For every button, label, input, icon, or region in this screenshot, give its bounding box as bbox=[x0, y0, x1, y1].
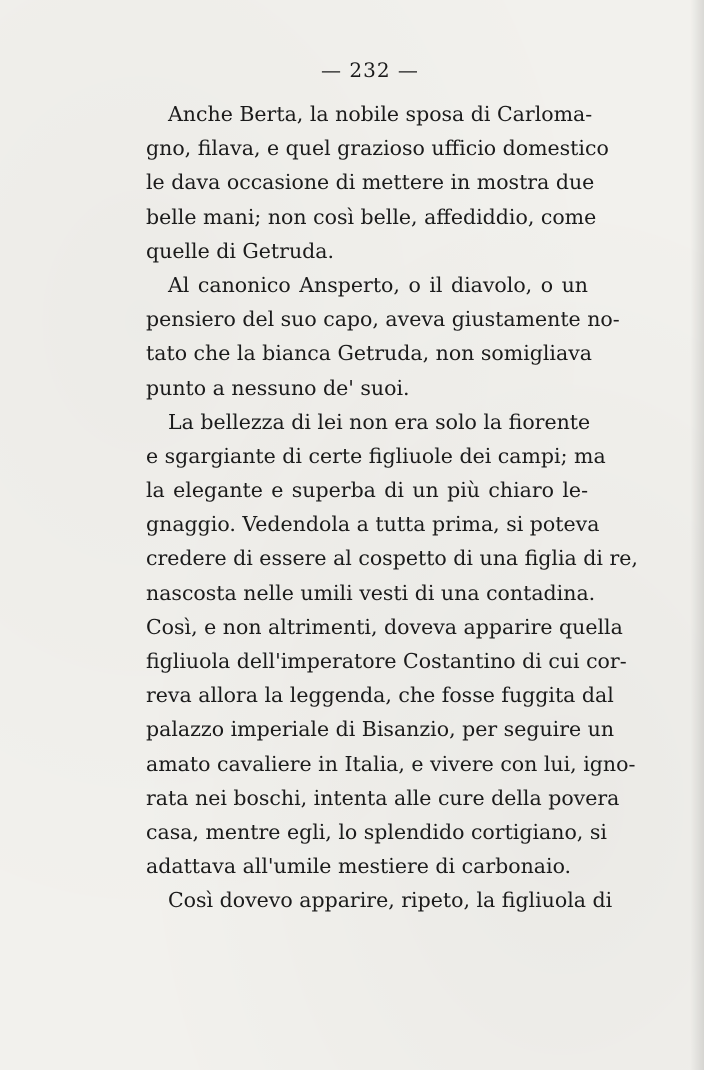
text-line: gno, filava, e quel grazioso ufficio domestico bbox=[146, 136, 609, 161]
body-text bbox=[146, 97, 638, 918]
text-line: adattava all'umile mestiere di carbonaio. bbox=[146, 854, 572, 879]
text-line: la elegante e superba di un più chiaro le- bbox=[146, 478, 588, 503]
page-edge-shadow bbox=[690, 0, 704, 1070]
text-line: Anche Berta, la nobile sposa di Carloma- bbox=[168, 102, 593, 126]
text-line: pensiero del suo capo, aveva giustamente no- bbox=[146, 307, 620, 332]
text-line: e sgargiante di certe figliuole dei campi; ma bbox=[146, 443, 606, 468]
text-line: punto a nessuno de' suoi. bbox=[146, 375, 410, 400]
text-line: rata nei boschi, intenta alle cure della povera bbox=[146, 785, 620, 810]
text-line: le dava occasione di mettere in mostra due bbox=[146, 170, 595, 195]
text-line: palazzo imperiale di Bisanzio, per seguire un bbox=[146, 717, 615, 742]
text-line: amato cavaliere in Italia, e vivere con lui, igno- bbox=[146, 751, 636, 776]
text-line: tato che la bianca Getruda, non somigliava bbox=[146, 341, 593, 366]
text-line: figliuola dell'imperatore Costantino di cui cor- bbox=[146, 649, 627, 673]
text-line: La bellezza di lei non era solo la fiorente bbox=[168, 409, 591, 434]
text-line: credere di essere al cospetto di una figlia di re, bbox=[146, 546, 638, 571]
text-line: casa, mentre egli, lo splendido cortigiano, si bbox=[146, 819, 607, 844]
text-line: quelle di Getruda. bbox=[146, 238, 335, 263]
text-line: Così, e non altrimenti, doveva apparire quella bbox=[146, 614, 623, 639]
page-number: — 232 — bbox=[321, 58, 419, 82]
text-line: gnaggio. Vedendola a tutta prima, si poteva bbox=[146, 512, 600, 537]
text-line: reva allora la leggenda, che fosse fuggita dal bbox=[146, 683, 614, 708]
text-line: Al canonico Ansperto, o il diavolo, o un bbox=[168, 272, 588, 297]
text-line: belle mani; non così belle, affediddio, come bbox=[146, 204, 597, 229]
text-line: nascosta nelle umili vesti di una contadina. bbox=[146, 580, 596, 605]
text-line: Così dovevo apparire, ripeto, la figliuola di bbox=[168, 888, 613, 913]
